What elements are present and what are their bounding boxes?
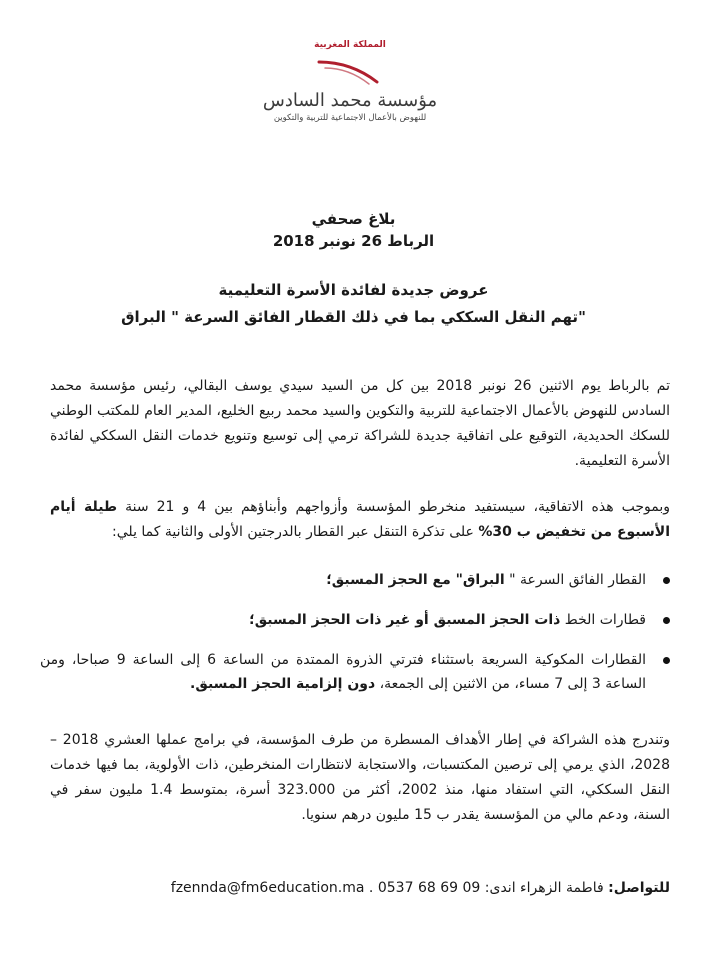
benefits-text: وبموجب هذه الاتفاقية، سيستفيد منخرطو المؤسسة وأزواجهم وأبناؤهم بين 4 و 21 سنة (117, 499, 670, 515)
benefits-discount: طيلة أيام الأسبوع من تخفيض ب 30% (50, 499, 670, 540)
list-item-text: قطارات الخط (560, 612, 646, 628)
list-item (40, 568, 670, 592)
list-item-bold: البراق" مع الحجز المسبق؛ (326, 572, 505, 588)
bullet-icon (663, 657, 670, 664)
paragraph-context: وتندرج هذه الشراكة في إطار الأهداف المسطرة من طرف المؤسسة، في برامج عملها العشري 2018 – 2028، الذي يرمي إلى ترصين المكتسبات، والاستجابة لانتظارات المنخرطين، ذات الأولوية، بما فيها خدمات النقل السككي، التي استفاد منها، منذ 2002، أكثر من 323.000 أسرة، بمتوسط 1.4 مليون سفر في السنة، ودعم مالي من المؤسسة يقدر ب 15 مليون درهم سنويا. (50, 732, 671, 823)
benefits-text-2: على تذكرة التنقل عبر القطار بالدرجتين الأولى والثانية كما يلي: (112, 524, 479, 540)
contact-email-link[interactable]: fzennda@fm6education.ma (170, 880, 365, 896)
foundation-name: مؤسسة محمد السادس (262, 90, 438, 111)
contact-line (40, 876, 670, 900)
list-item (40, 608, 670, 632)
logo-swoosh-icon (315, 56, 385, 86)
foundation-letterhead (250, 40, 450, 150)
foundation-subtitle: للنهوض بالأعمال الاجتماعية للتربية والتكوين (273, 113, 427, 123)
bullet-icon (663, 617, 670, 624)
list-item-text: القطار الفائق السرعة " (504, 572, 646, 588)
contact-person: فاطمة الزهراء اندى: 09 69 68 0537 . (364, 880, 609, 896)
page-subtitle: تهم النقل السككي بما في ذلك القطار الفائق السرعة " البراق" (121, 308, 586, 326)
page-title: عروض جديدة لفائدة الأسرة التعليمية (218, 281, 489, 299)
press-release-label: بلاغ صحفي (311, 210, 396, 228)
kingdom-label: المملكة المغربية (314, 40, 386, 50)
dateline: الرباط 26 نونبر 2018 (272, 232, 435, 250)
paragraph-benefits (50, 495, 670, 545)
list-item-bold: ذات الحجز المسبق أو غير ذات الحجز المسبق؛ (249, 612, 561, 628)
paragraph-agreement: تم بالرباط يوم الاثنين 26 نونبر 2018 بين كل من السيد سيدي يوسف البقالي، رئيس مؤسسة محمد السادس للنهوض بالأعمال الاجتماعية للتربية والتكوين والسيد محمد ربيع الخليع، المدير العام للمكتب الوطني للسكك الحديدية، التوقيع على اتفاقية جديدة للشراكة ترمي إلى توسيع وتنويع خدمات النقل السككي لفائدة الأسرة التعليمية. (50, 378, 670, 469)
offers-list (40, 568, 670, 696)
bullet-icon (663, 577, 670, 584)
list-item-bold: دون إلزامية الحجز المسبق. (190, 676, 376, 692)
list-item-text: القطارات المكوكية السريعة باستثناء فترتي الذروة الممتدة من الساعة 6 إلى الساعة 9 صباحا، ومن الساعة 3 إلى 7 مساء، من الاثنين إلى الجمعة، (40, 652, 646, 692)
list-item (40, 648, 670, 696)
contact-label: للتواصل: (608, 880, 670, 896)
